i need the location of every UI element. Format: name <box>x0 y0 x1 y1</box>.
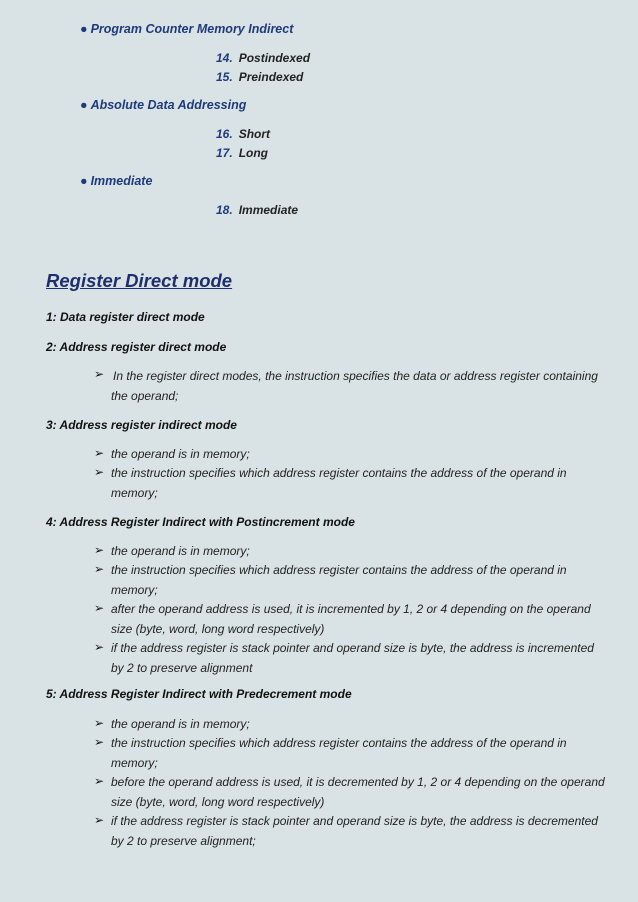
arrow-bullet-icon: ➢ <box>94 446 105 460</box>
mode-heading: 1: Data register direct mode <box>46 310 205 324</box>
bullet-heading-absolute-data: ● Absolute Data Addressing <box>80 98 247 112</box>
bullet-text: by 2 to preserve alignment; <box>111 834 256 848</box>
bullet-text: after the operand address is used, it is incremented by 1, 2 or 4 depending on the operand <box>111 602 591 616</box>
bullet-text: the operand is in memory; <box>111 447 250 461</box>
bullet-text: by 2 to preserve alignment <box>111 661 253 675</box>
numbered-item: 18. Immediate <box>216 203 299 217</box>
numbered-item: 14. Postindexed <box>216 51 311 65</box>
bullet-text: memory; <box>111 756 158 770</box>
bullet-text: the operand is in memory; <box>111 717 250 731</box>
bullet-dot-icon: ● <box>80 174 88 188</box>
bullet-text: the instruction specifies which address register contains the address of the operand in <box>111 563 567 577</box>
bullet-text: the instruction specifies which address register contains the address of the operand in <box>111 466 567 480</box>
arrow-bullet-icon: ➢ <box>94 367 105 381</box>
section-title: Register Direct mode <box>46 270 233 291</box>
bullet-text: memory; <box>111 583 158 597</box>
numbered-item: 15. Preindexed <box>216 70 304 84</box>
bullet-text: the instruction specifies which address register contains the address of the operand in <box>111 736 567 750</box>
bullet-dot-icon: ● <box>80 98 88 112</box>
arrow-bullet-icon: ➢ <box>94 774 105 788</box>
arrow-bullet-icon: ➢ <box>94 601 105 615</box>
bullet-text: memory; <box>111 486 158 500</box>
arrow-bullet-icon: ➢ <box>94 465 105 479</box>
bullet-text: the operand is in memory; <box>111 544 250 558</box>
arrow-bullet-icon: ➢ <box>94 735 105 749</box>
bullet-text: before the operand address is used, it is decremented by 1, 2 or 4 depending on the operand <box>111 775 605 789</box>
arrow-bullet-icon: ➢ <box>94 813 105 827</box>
bullet-text: size (byte, word, long word respectively) <box>111 795 325 809</box>
bullet-text: In the register direct modes, the instruction specifies the data or address register containing <box>113 369 598 383</box>
mode-heading: 4: Address Register Indirect with Postincrement mode <box>46 515 355 529</box>
mode-heading: 3: Address register indirect mode <box>46 418 237 432</box>
bullet-text: the operand; <box>111 389 179 403</box>
bullet-dot-icon: ● <box>80 22 88 36</box>
mode-heading: 2: Address register direct mode <box>46 340 227 354</box>
arrow-bullet-icon: ➢ <box>94 543 105 557</box>
bullet-text: if the address register is stack pointer and operand size is byte, the address is incremented <box>111 641 594 655</box>
bullet-text: if the address register is stack pointer and operand size is byte, the address is decremented <box>111 814 598 828</box>
numbered-item: 17. Long <box>216 146 269 160</box>
mode-heading: 5: Address Register Indirect with Predecrement mode <box>46 687 352 701</box>
bullet-text: size (byte, word, long word respectively) <box>111 622 325 636</box>
arrow-bullet-icon: ➢ <box>94 562 105 576</box>
numbered-item: 16. Short <box>216 127 271 141</box>
bullet-heading-pc-memory-indirect: ● Program Counter Memory Indirect <box>80 22 294 36</box>
bullet-heading-immediate: ● Immediate <box>80 174 153 188</box>
arrow-bullet-icon: ➢ <box>94 716 105 730</box>
arrow-bullet-icon: ➢ <box>94 640 105 654</box>
